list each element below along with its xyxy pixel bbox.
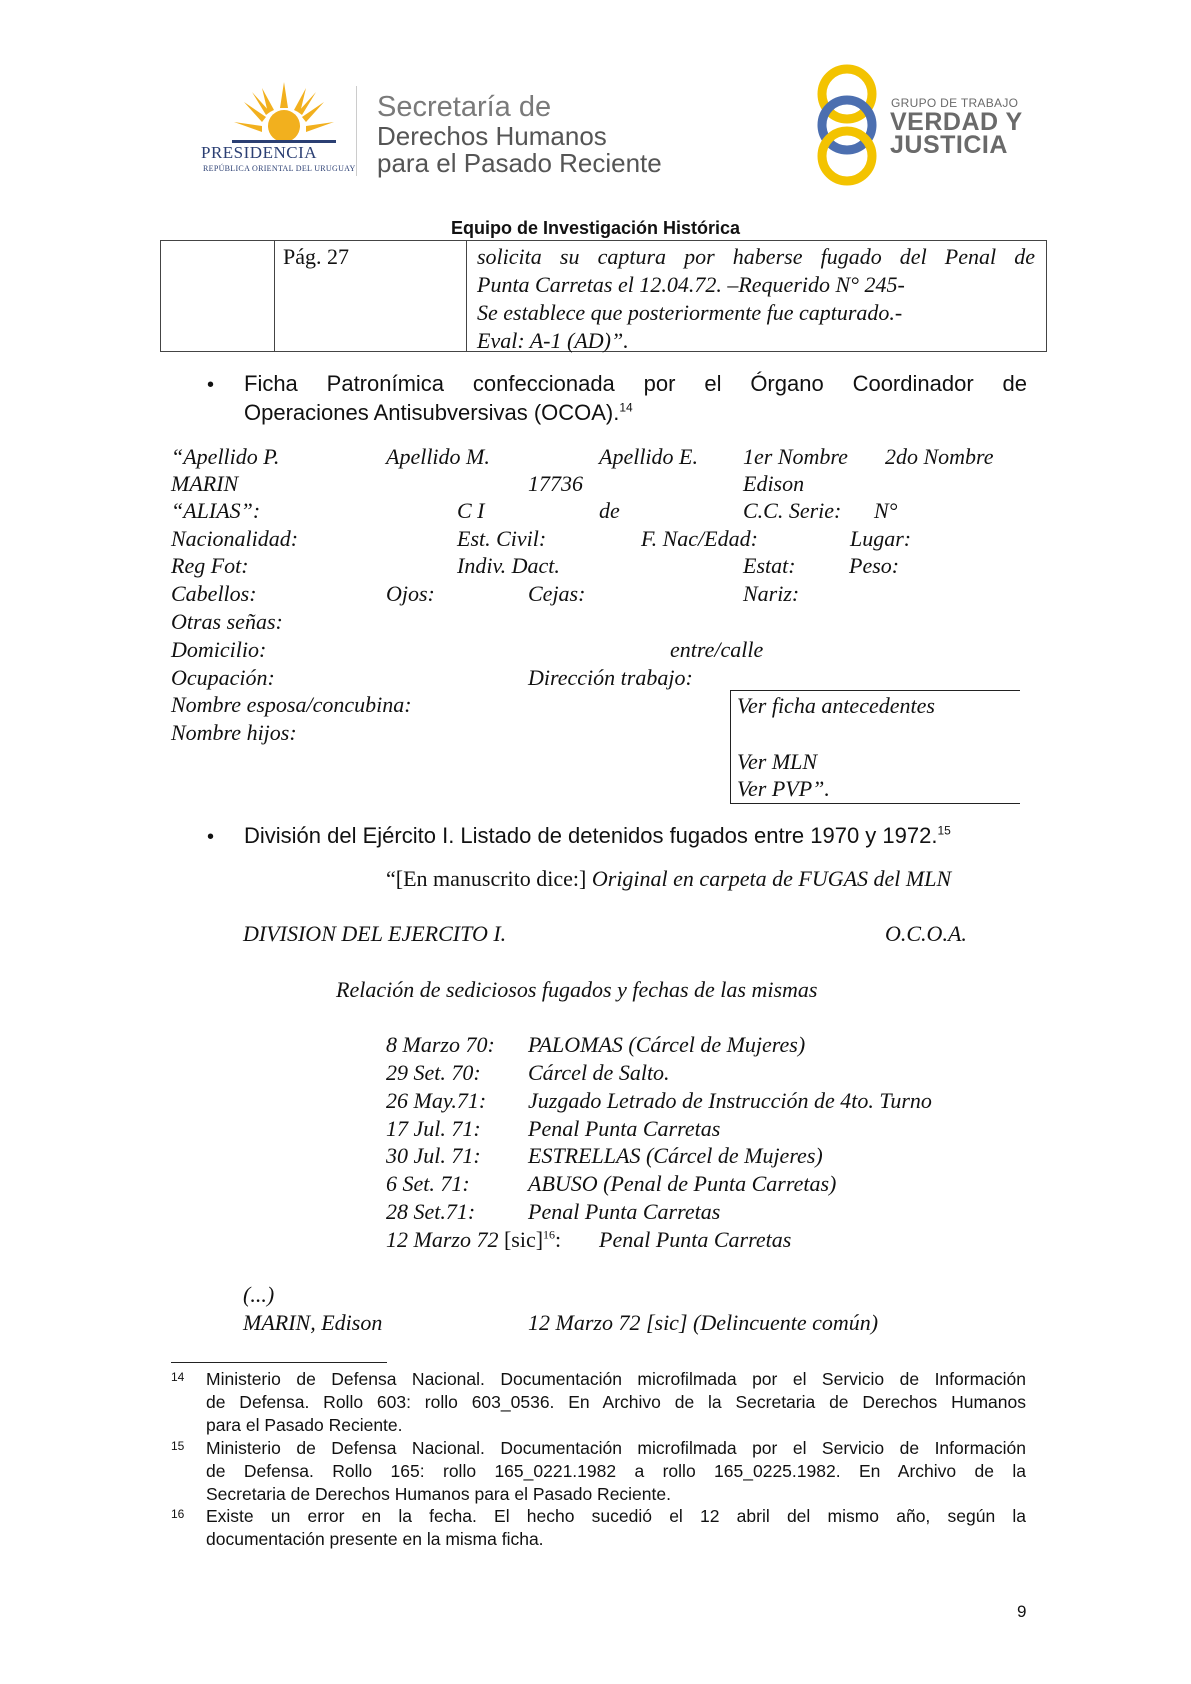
footnote-line: documentación presente en la misma ficha. (206, 1529, 544, 1549)
fuga-place: Cárcel de Salto. (528, 1060, 670, 1085)
fuga-place: PALOMAS (Cárcel de Mujeres) (528, 1032, 806, 1057)
ficha-value: MARIN (171, 471, 239, 496)
relacion-title: Relación de sediciosos fugados y fechas de las mismas (336, 977, 818, 1002)
ficha-field: “ALIAS”: (171, 498, 261, 523)
footnote-line: de Defensa. Rollo 165: rollo 165_0221.1982 a rollo 165_0225.1982. En Archivo de la (206, 1461, 1026, 1481)
ficha-field: entre/calle (670, 637, 764, 662)
bullet2-text: División del Ejército I. Listado de detenidos fugados entre 1970 y 1972.15 (244, 823, 951, 848)
presidencia-subtitle: REPÚBLICA ORIENTAL DEL URUGUAY (203, 164, 356, 173)
ficha-field: Domicilio: (171, 637, 267, 662)
fuga-place: Penal Punta Carretas (528, 1116, 721, 1141)
ficha-field: Nombre esposa/concubina: (171, 692, 412, 717)
box-line: Ver ficha antecedentes (737, 693, 935, 718)
ellipsis: (...) (243, 1282, 275, 1307)
ficha-field: Apellido E. (599, 444, 698, 469)
fuga-place: ABUSO (Penal de Punta Carretas) (528, 1171, 837, 1196)
header-divider (356, 86, 357, 176)
fuga-date: 30 Jul. 71: (386, 1143, 481, 1168)
page-number: 9 (1017, 1602, 1027, 1621)
fuga-place: Penal Punta Carretas (528, 1199, 721, 1224)
footnote-line: para el Pasado Reciente. (206, 1415, 403, 1435)
table-page-ref: Pág. 27 (283, 244, 349, 269)
ficha-field: N° (874, 498, 898, 523)
ficha-field: Nacionalidad: (171, 526, 299, 551)
fuga-date: 8 Marzo 70: (386, 1032, 495, 1057)
footnote-line: Secretaria de Derechos Humanos para el Pasado Reciente. (206, 1484, 671, 1504)
bullet-point: • (207, 374, 215, 396)
table-divider (274, 241, 275, 351)
ficha-field: Lugar: (850, 526, 912, 551)
ficha-field: Cabellos: (171, 581, 257, 606)
secretaria-line1: Secretaría de (377, 91, 552, 123)
fuga-date: 6 Set. 71: (386, 1171, 470, 1196)
sun-emblem-icon (232, 82, 336, 144)
table-line: Se establece que posteriormente fue capturado.- (477, 300, 903, 325)
box-line: Ver MLN (737, 749, 818, 774)
ficha-field: Nariz: (743, 581, 800, 606)
ficha-field: Cejas: (528, 581, 586, 606)
grupo-line3: JUSTICIA (890, 131, 1008, 159)
footnote-number: 15 (171, 1439, 185, 1453)
ficha-field: Nombre hijos: (171, 720, 297, 745)
fuga-place: Juzgado Letrado de Instrucción de 4to. Turno (528, 1088, 932, 1113)
ficha-value: Edison (743, 471, 805, 496)
footnote-separator (171, 1362, 387, 1363)
footnote-line: de Defensa. Rollo 603: rollo 603_0536. En Archivo de la Secretaria de Derechos Humanos (206, 1392, 1026, 1412)
table-line: Eval: A-1 (AD)”. (477, 328, 629, 353)
grupo-line1: GRUPO DE TRABAJO (891, 96, 1019, 110)
footnote-ref: 15 (937, 823, 951, 838)
footnote-ref: 16 (543, 1227, 556, 1242)
verdad-justicia-rings-icon (813, 64, 881, 186)
ficha-field: F. Nac/Edad: (641, 526, 758, 551)
fuga-date: 17 Jul. 71: (386, 1116, 481, 1141)
ficha-field: C I (457, 498, 485, 523)
table-divider (466, 241, 467, 351)
footnote-line: Ministerio de Defensa Nacional. Documentación microfilmada por el Servicio de Información (206, 1369, 1026, 1389)
ficha-field: de (599, 498, 620, 523)
secretaria-line2: Derechos Humanos (377, 121, 607, 151)
table-line: solicita su captura por haberse fugado del Penal de (477, 244, 1035, 269)
box-line: Ver PVP”. (737, 776, 830, 801)
ficha-field: 2do Nombre (885, 444, 994, 469)
fuga-place: Penal Punta Carretas (599, 1227, 792, 1252)
fuga-date: 26 May.71: (386, 1088, 487, 1113)
footnote-ref: 14 (619, 400, 633, 415)
team-title: Equipo de Investigación Histórica (450, 218, 741, 238)
ficha-field: Est. Civil: (457, 526, 547, 551)
ficha-field: Apellido M. (386, 444, 490, 469)
fuga-place: ESTRELLAS (Cárcel de Mujeres) (528, 1143, 823, 1168)
fuga-date: 28 Set.71: (386, 1199, 476, 1224)
ficha-value: 17736 (528, 471, 583, 496)
ficha-field: C.C. Serie: (743, 498, 842, 523)
bullet1-line1: Ficha Patronímica confeccionada por el Órgano Coordinador de (244, 371, 1027, 396)
fuga-date-last: 12 Marzo 72 [sic]$^{16}$: (386, 1227, 562, 1252)
ocoa-heading: O.C.O.A. (885, 921, 967, 946)
bullet1-line2: Operaciones Antisubversivas (OCOA).$^{14}$ (244, 400, 633, 425)
bullet-point: • (207, 826, 215, 848)
ficha-field: Indiv. Dact. (457, 553, 560, 578)
footnote-line: Ministerio de Defensa Nacional. Documentación microfilmada por el Servicio de Información (206, 1438, 1026, 1458)
ficha-field: Otras señas: (171, 609, 283, 634)
footnote-number: 14 (171, 1370, 185, 1384)
marin-date: 12 Marzo 72 [sic] (Delincuente común) (528, 1310, 879, 1335)
ficha-field: Dirección trabajo: (528, 665, 693, 690)
table-line: Punta Carretas el 12.04.72. –Requerido N° 245- (477, 272, 905, 297)
presidencia-title: PRESIDENCIA (201, 143, 318, 162)
ficha-field: 1er Nombre (743, 444, 848, 469)
ficha-field: Estat: (743, 553, 796, 578)
division-heading: DIVISION DEL EJERCITO I. (243, 921, 507, 946)
secretaria-line3: para el Pasado Reciente (377, 148, 662, 178)
footnote-number: 16 (171, 1507, 185, 1521)
ficha-field: Ojos: (386, 581, 435, 606)
grupo-line2: VERDAD Y (890, 108, 1023, 136)
footnote-line: Existe un error en la fecha. El hecho sucedió el 12 abril del mismo año, según la (206, 1506, 1026, 1526)
ficha-field: Reg Fot: (171, 553, 249, 578)
ficha-field: “Apellido P. (171, 444, 280, 469)
fuga-date: 29 Set. 70: (386, 1060, 481, 1085)
marin-name: MARIN, Edison (243, 1310, 383, 1335)
ficha-field: Peso: (849, 553, 900, 578)
manuscrito-line: “[En manuscrito dice:] Original en carpeta de FUGAS del MLN (386, 866, 952, 891)
ficha-field: Ocupación: (171, 665, 275, 690)
